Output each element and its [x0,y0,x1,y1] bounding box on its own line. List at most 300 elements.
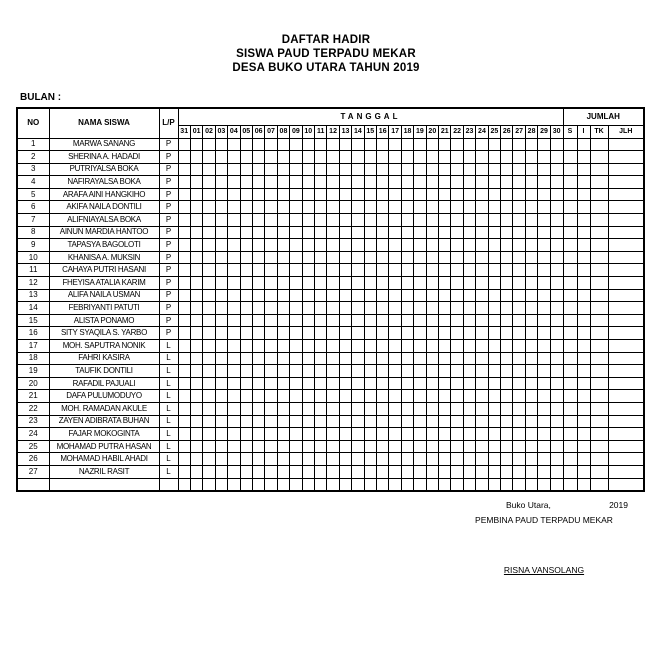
total-cell [563,138,577,151]
attendance-cell [439,239,451,252]
total-cell [608,201,644,214]
attendance-cell [265,428,277,441]
attendance-cell [277,478,289,491]
attendance-cell [538,390,550,403]
date-col-header: 15 [364,125,376,138]
attendance-cell [203,465,215,478]
student-row [17,390,644,403]
attendance-cell [513,277,525,290]
attendance-cell [203,151,215,164]
attendance-cell [513,340,525,353]
attendance-cell [377,264,389,277]
student-name: NAZRIL RASIT [49,465,159,478]
total-cell [563,377,577,390]
attendance-cell [488,465,500,478]
attendance-cell [401,465,413,478]
attendance-cell [290,453,302,466]
attendance-cell [352,340,364,353]
attendance-cell [463,327,475,340]
attendance-cell [203,440,215,453]
attendance-cell [352,176,364,189]
attendance-cell [240,402,252,415]
total-cell [577,176,590,189]
gender-cell: P [159,264,178,277]
row-number: 11 [17,264,49,277]
attendance-cell [290,176,302,189]
attendance-cell [389,176,401,189]
attendance-cell [327,465,339,478]
attendance-cell [488,415,500,428]
attendance-cell [426,214,438,227]
attendance-cell [277,327,289,340]
attendance-cell [414,251,426,264]
attendance-cell [178,440,190,453]
attendance-cell [339,428,351,441]
attendance-cell [314,226,326,239]
attendance-cell [240,453,252,466]
attendance-cell [215,365,227,378]
total-cell [608,340,644,353]
student-row [17,264,644,277]
attendance-cell [277,188,289,201]
total-cell [590,377,608,390]
date-col-header: 09 [290,125,302,138]
total-cell [577,428,590,441]
attendance-cell [265,340,277,353]
attendance-cell [327,352,339,365]
attendance-cell [240,377,252,390]
attendance-cell [463,251,475,264]
attendance-cell [290,251,302,264]
attendance-cell [339,352,351,365]
attendance-cell [476,226,488,239]
attendance-cell [352,201,364,214]
attendance-cell [364,289,376,302]
attendance-cell [277,201,289,214]
total-cell [608,151,644,164]
attendance-cell [488,428,500,441]
attendance-cell [414,352,426,365]
attendance-cell [439,465,451,478]
total-cell [608,289,644,302]
row-number: 5 [17,188,49,201]
attendance-cell [451,264,463,277]
attendance-cell [463,176,475,189]
attendance-cell [525,415,537,428]
attendance-cell [538,176,550,189]
attendance-cell [302,415,314,428]
attendance-cell [513,465,525,478]
attendance-cell [439,352,451,365]
attendance-cell [426,239,438,252]
attendance-cell [488,453,500,466]
attendance-cell [215,226,227,239]
attendance-cell [550,465,563,478]
attendance-cell [252,214,264,227]
attendance-cell [513,163,525,176]
attendance-cell [364,478,376,491]
attendance-cell [327,239,339,252]
total-cell [563,176,577,189]
gender-cell: P [159,201,178,214]
attendance-cell [302,302,314,315]
attendance-cell [476,377,488,390]
attendance-cell [290,264,302,277]
attendance-cell [215,239,227,252]
attendance-cell [414,226,426,239]
date-col-header: 28 [525,125,537,138]
total-cell [563,201,577,214]
attendance-cell [178,314,190,327]
attendance-cell [401,289,413,302]
gender-cell: L [159,415,178,428]
attendance-cell [389,251,401,264]
date-col-header: 03 [215,125,227,138]
attendance-cell [190,151,202,164]
attendance-cell [501,302,513,315]
attendance-cell [302,277,314,290]
total-cell [577,402,590,415]
attendance-cell [190,352,202,365]
gender-cell: P [159,138,178,151]
attendance-cell [377,188,389,201]
attendance-cell [290,214,302,227]
attendance-cell [476,390,488,403]
attendance-cell [377,340,389,353]
attendance-cell [439,163,451,176]
month-label: BULAN : [20,92,62,103]
attendance-cell [389,302,401,315]
total-cell [590,201,608,214]
attendance-cell [215,453,227,466]
attendance-cell [414,377,426,390]
student-row [17,138,644,151]
attendance-cell [302,214,314,227]
attendance-cell [451,176,463,189]
gender-cell: L [159,377,178,390]
attendance-cell [488,277,500,290]
attendance-cell [525,151,537,164]
attendance-cell [525,302,537,315]
student-name: MOH. SAPUTRA NONIK [49,340,159,353]
attendance-cell [228,390,240,403]
attendance-cell [364,201,376,214]
attendance-cell [426,226,438,239]
attendance-cell [228,440,240,453]
total-cell [577,151,590,164]
attendance-cell [228,314,240,327]
attendance-cell [302,314,314,327]
attendance-cell [389,340,401,353]
student-row [17,415,644,428]
total-cell [577,440,590,453]
date-col-header: 31 [178,125,190,138]
attendance-cell [513,151,525,164]
attendance-cell [513,302,525,315]
attendance-cell [290,402,302,415]
attendance-cell [327,226,339,239]
total-cell [563,465,577,478]
total-cell [590,415,608,428]
attendance-cell [488,264,500,277]
attendance-cell [327,302,339,315]
date-col-header: 20 [426,125,438,138]
attendance-cell [451,214,463,227]
attendance-cell [401,428,413,441]
attendance-cell [215,176,227,189]
attendance-cell [252,390,264,403]
attendance-cell [513,214,525,227]
attendance-cell [290,440,302,453]
attendance-cell [463,465,475,478]
student-name: TAPASYA BAGOLOTI [49,239,159,252]
attendance-cell [550,352,563,365]
attendance-cell [488,239,500,252]
attendance-cell [463,264,475,277]
attendance-cell [240,365,252,378]
attendance-cell [252,402,264,415]
attendance-cell [389,264,401,277]
attendance-cell [190,465,202,478]
attendance-cell [414,264,426,277]
attendance-cell [439,327,451,340]
attendance-cell [439,201,451,214]
attendance-cell [538,264,550,277]
attendance-cell [501,264,513,277]
attendance-cell [451,402,463,415]
attendance-cell [228,327,240,340]
attendance-cell [426,340,438,353]
attendance-cell [538,428,550,441]
attendance-cell [525,264,537,277]
total-cell [563,365,577,378]
date-col-header: 05 [240,125,252,138]
attendance-cell [525,176,537,189]
attendance-cell [463,314,475,327]
attendance-cell [314,289,326,302]
attendance-cell [513,201,525,214]
date-col-header: 16 [377,125,389,138]
attendance-cell [513,478,525,491]
attendance-cell [414,239,426,252]
row-number: 13 [17,289,49,302]
attendance-cell [252,415,264,428]
attendance-cell [439,264,451,277]
student-row [17,453,644,466]
attendance-cell [252,264,264,277]
attendance-cell [401,415,413,428]
attendance-cell [203,239,215,252]
attendance-cell [377,327,389,340]
attendance-cell [339,163,351,176]
attendance-cell [426,415,438,428]
attendance-cell [550,327,563,340]
attendance-cell [525,201,537,214]
attendance-cell [228,465,240,478]
attendance-cell [451,465,463,478]
attendance-cell [476,163,488,176]
attendance-cell [377,465,389,478]
attendance-cell [203,314,215,327]
attendance-cell [190,314,202,327]
total-cell [563,188,577,201]
total-cell [608,465,644,478]
total-cell [590,214,608,227]
attendance-cell [439,302,451,315]
gender-cell: P [159,302,178,315]
gender-cell: P [159,176,178,189]
attendance-cell [525,289,537,302]
total-cell [577,365,590,378]
attendance-cell [277,453,289,466]
attendance-cell [178,340,190,353]
attendance-cell [550,151,563,164]
attendance-cell [290,239,302,252]
total-cell [563,151,577,164]
attendance-cell [352,453,364,466]
header-row-groups [17,108,644,125]
col-header-nama-siswa: NAMA SISWA [49,108,159,138]
jumlah-col-header: TK [590,125,608,138]
attendance-cell [314,327,326,340]
attendance-cell [240,277,252,290]
total-cell [608,352,644,365]
attendance-cell [488,440,500,453]
attendance-cell [240,465,252,478]
attendance-cell [252,478,264,491]
gender-cell: L [159,340,178,353]
student-row [17,226,644,239]
attendance-cell [215,163,227,176]
attendance-cell [414,201,426,214]
attendance-cell [538,239,550,252]
attendance-cell [228,302,240,315]
attendance-cell [302,402,314,415]
attendance-cell [265,365,277,378]
attendance-cell [265,440,277,453]
date-col-header: 30 [550,125,563,138]
attendance-cell [426,151,438,164]
attendance-cell [501,428,513,441]
attendance-cell [414,428,426,441]
attendance-cell [401,188,413,201]
attendance-cell [178,478,190,491]
attendance-cell [451,289,463,302]
row-number: 16 [17,327,49,340]
attendance-cell [439,188,451,201]
attendance-cell [377,415,389,428]
attendance-cell [389,390,401,403]
attendance-cell [451,415,463,428]
attendance-cell [463,340,475,353]
attendance-cell [377,302,389,315]
attendance-cell [439,377,451,390]
attendance-cell [327,428,339,441]
attendance-cell [513,327,525,340]
attendance-cell [377,151,389,164]
attendance-cell [277,239,289,252]
attendance-cell [426,176,438,189]
attendance-cell [414,327,426,340]
attendance-cell [228,163,240,176]
attendance-cell [364,264,376,277]
attendance-cell [277,138,289,151]
attendance-cell [290,478,302,491]
attendance-cell [476,214,488,227]
attendance-cell [327,365,339,378]
attendance-cell [203,352,215,365]
attendance-cell [314,453,326,466]
attendance-cell [401,277,413,290]
attendance-cell [203,365,215,378]
attendance-cell [377,214,389,227]
attendance-cell [190,289,202,302]
row-number: 8 [17,226,49,239]
attendance-cell [203,453,215,466]
attendance-cell [203,201,215,214]
attendance-cell [352,151,364,164]
attendance-cell [252,302,264,315]
attendance-cell [401,226,413,239]
attendance-cell [389,314,401,327]
attendance-cell [501,176,513,189]
total-cell [577,163,590,176]
total-cell [608,163,644,176]
attendance-cell [252,201,264,214]
total-cell [590,402,608,415]
attendance-cell [290,465,302,478]
attendance-cell [476,478,488,491]
total-cell [590,352,608,365]
attendance-cell [488,478,500,491]
attendance-cell [240,138,252,151]
date-col-header: 25 [488,125,500,138]
attendance-cell [327,188,339,201]
attendance-cell [476,327,488,340]
attendance-cell [414,465,426,478]
attendance-cell [525,478,537,491]
attendance-cell [426,201,438,214]
attendance-cell [352,365,364,378]
attendance-cell [339,289,351,302]
total-cell [577,239,590,252]
attendance-cell [401,151,413,164]
attendance-cell [389,415,401,428]
attendance-cell [265,314,277,327]
attendance-cell [550,377,563,390]
attendance-cell [252,176,264,189]
date-col-header: 04 [228,125,240,138]
attendance-cell [513,390,525,403]
attendance-cell [327,151,339,164]
attendance-cell [414,402,426,415]
attendance-cell [190,188,202,201]
student-name: FEBRIYANTI PATUTI [49,302,159,315]
attendance-cell [439,314,451,327]
attendance-cell [377,176,389,189]
col-header-jumlah: JUMLAH [563,108,644,125]
attendance-cell [525,465,537,478]
attendance-cell [190,138,202,151]
attendance-cell [265,377,277,390]
attendance-cell [339,151,351,164]
attendance-cell [228,428,240,441]
attendance-cell [389,138,401,151]
attendance-cell [190,478,202,491]
attendance-cell [265,264,277,277]
attendance-cell [327,440,339,453]
attendance-cell [290,390,302,403]
